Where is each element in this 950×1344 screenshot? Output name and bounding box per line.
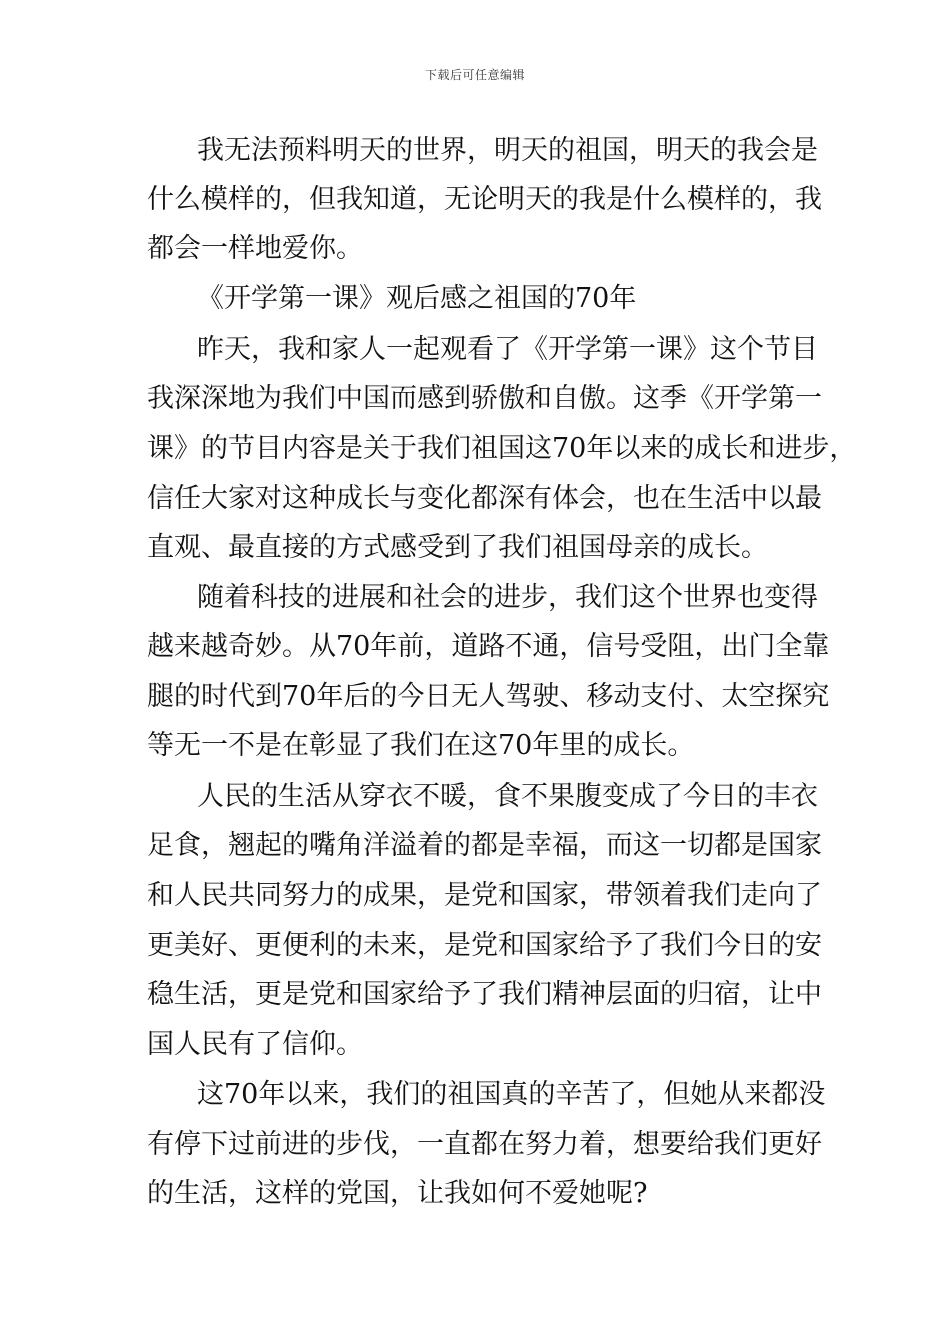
text-line: 腿的时代到70年后的今日无人驾驶、移动支付、太空探究 <box>147 681 830 712</box>
text-line: 我无法预料明天的世界，明天的祖国，明天的我会是 <box>197 135 818 166</box>
text-line: 这70年以来，我们的祖国真的辛苦了，但她从来都没 <box>197 1079 826 1110</box>
text-line: 更美好、更便利的未来，是党和国家给予了我们今日的安 <box>147 930 822 961</box>
text-line: 越来越奇妙。从70年前，道路不通，信号受阻，出门全靠 <box>147 631 830 662</box>
text-line: 昨天，我和家人一起观看了《开学第一课》这个节目 <box>197 334 818 365</box>
text-line: 课》的节目内容是关于我们祖国这70年以来的成长和进步， <box>147 433 857 464</box>
text-line: 有停下过前进的步伐，一直都在努力着，想要给我们更好 <box>147 1129 822 1160</box>
text-line: 随着科技的进展和社会的进步，我们这个世界也变得 <box>197 582 818 613</box>
page-header: 下载后可任意编辑 <box>424 68 525 82</box>
text-line: 的生活，这样的党国，让我如何不爱她呢? <box>147 1178 648 1209</box>
text-line: 都会一样地爱你。 <box>147 233 363 264</box>
text-line: 人民的生活从穿衣不暖，食不果腹变成了今日的丰衣 <box>197 781 818 812</box>
section-title: 《开学第一课》观后感之祖国的70年 <box>197 283 637 314</box>
text-line: 直观、最直接的方式感受到了我们祖国母亲的成长。 <box>147 532 768 563</box>
text-line: 和人民共同努力的成果，是党和国家，带领着我们走向了 <box>147 880 822 911</box>
text-line: 等无一不是在彰显了我们在这70年里的成长。 <box>147 730 695 761</box>
text-line: 国人民有了信仰。 <box>147 1029 363 1060</box>
text-line: 稳生活，更是党和国家给予了我们精神层面的归宿，让中 <box>147 979 822 1010</box>
text-line: 信任大家对这种成长与变化都深有体会，也在生活中以最 <box>147 483 822 514</box>
text-line: 我深深地为我们中国而感到骄傲和自傲。这季《开学第一 <box>147 383 822 414</box>
text-line: 足食，翘起的嘴角洋溢着的都是幸福，而这一切都是国家 <box>147 830 822 861</box>
text-line: 什么模样的，但我知道，无论明天的我是什么模样的，我 <box>147 184 822 215</box>
